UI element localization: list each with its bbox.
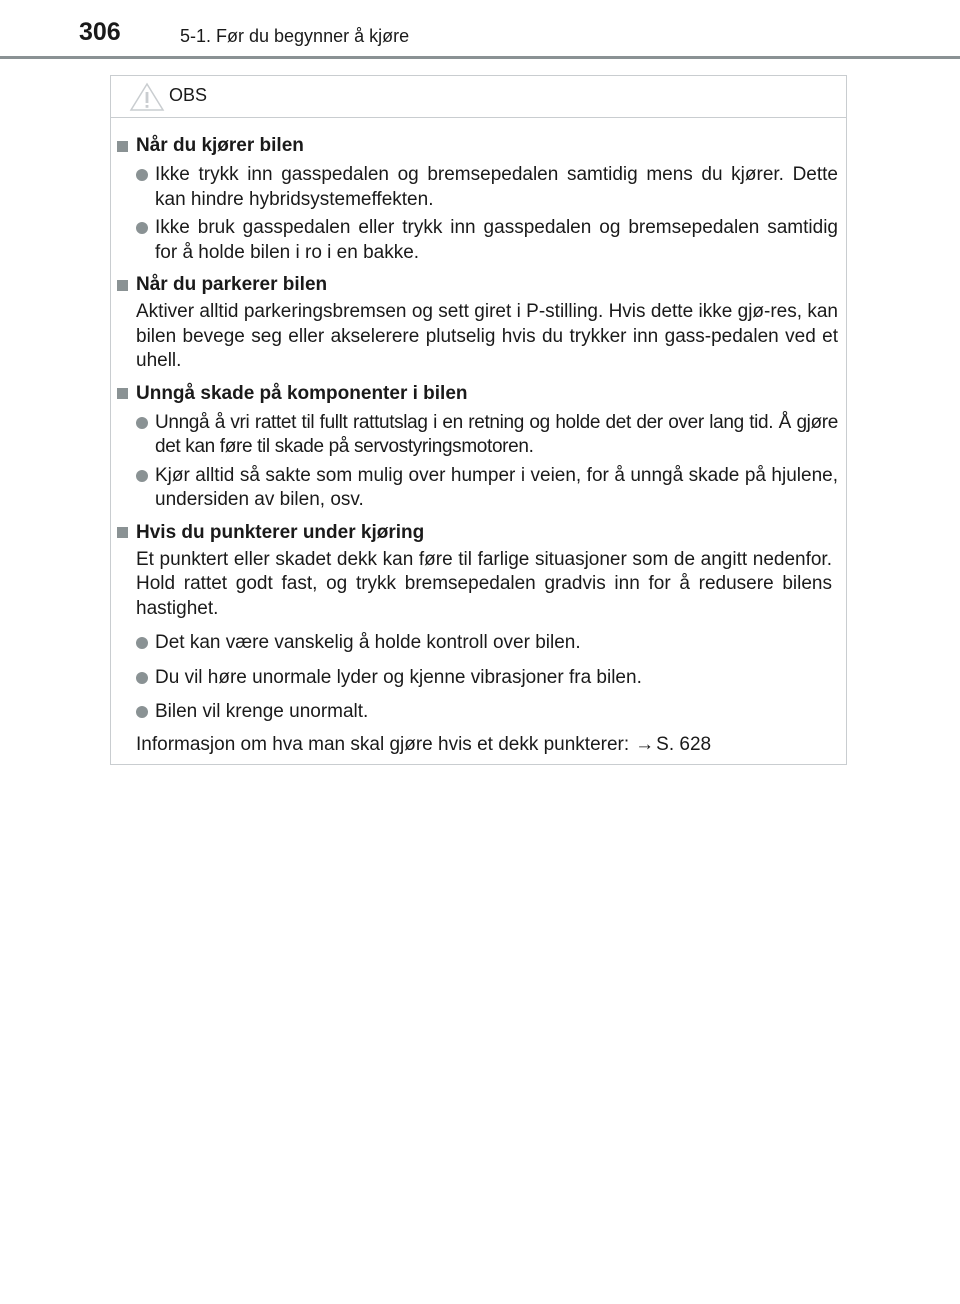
caution-box-body (111, 118, 846, 757)
caution-box-header (111, 76, 846, 118)
list-item-text: Ikke trykk inn gasspedalen og bremsepedalen samtidig mens du kjører. Dette kan hindre hybridsystemeffekten. (155, 164, 838, 210)
square-bullet-icon (117, 527, 128, 538)
arrow-right-icon: → (635, 733, 655, 755)
section-heading (117, 133, 838, 159)
section-title-text: Når du parkerer bilen (136, 274, 328, 295)
round-bullet-icon (136, 637, 148, 649)
list-item-text: Ikke bruk gasspedalen eller trykk inn gasspedalen og bremsepedalen samtidig for å holde bilen i ro i en bakke. (155, 217, 838, 263)
section-title: 5-1. Før du begynner å kjøre (180, 26, 410, 46)
list-item (136, 666, 838, 691)
round-bullet-icon (136, 169, 148, 181)
list-item (136, 464, 838, 513)
page-header (0, 0, 960, 60)
section-paragraph: Aktiver alltid parkeringsbremsen og sett giret i P-stilling. Hvis dette ikke gjø-res, kan bilen bevege seg eller akselerere plutselig hvis du trykker inn gass-pedalen ved et uhell. (136, 301, 838, 371)
caution-label: OBS (169, 85, 208, 105)
square-bullet-icon (117, 280, 128, 291)
page-reference-link[interactable]: S. 628 (656, 733, 712, 755)
warning-triangle-icon (129, 82, 165, 112)
section-parking (117, 272, 838, 374)
section-paragraph: Et punktert eller skadet dekk kan føre til farlige situasjoner som de angitt nedenfor. Hold rattet godt fast, og trykk bremsepedalen gradvis inn for å redusere bilens hastighet. (136, 548, 832, 619)
page-reference-line (136, 733, 838, 758)
list-item-text: Unngå å vri rattet til fullt rattutslag i en retning og holde det der over lang tid. Å gjøre det kan føre til skade på servostyringsmotoren. (155, 411, 838, 457)
list-item (136, 216, 838, 265)
list-item-text: Bilen vil krenge unormalt. (155, 701, 369, 722)
round-bullet-icon (136, 470, 148, 482)
section-driving (117, 133, 838, 265)
list-item (136, 700, 838, 725)
caution-box (110, 75, 847, 765)
list-item-text: Det kan være vanskelig å holde kontroll over bilen. (155, 632, 581, 653)
section-heading (117, 272, 838, 298)
page-number: 306 (79, 18, 121, 46)
list-item (136, 411, 838, 460)
section-heading (117, 520, 838, 546)
square-bullet-icon (117, 388, 128, 399)
list-item (136, 163, 838, 212)
section-heading (117, 381, 838, 407)
section-title-text: Unngå skade på komponenter i bilen (136, 382, 468, 404)
round-bullet-icon (136, 672, 148, 684)
section-title-text: Hvis du punkterer under kjøring (136, 521, 425, 543)
list-item-text: Kjør alltid så sakte som mulig over humper i veien, for å unngå skade på hjulene, undersiden av bilen, osv. (155, 464, 838, 510)
list-item-text: Du vil høre unormale lyder og kjenne vibrasjoner fra bilen. (155, 666, 642, 688)
section-title-text: Når du kjører bilen (136, 135, 304, 156)
round-bullet-icon (136, 417, 148, 429)
square-bullet-icon (117, 141, 128, 152)
section-components (117, 381, 838, 513)
list-item (136, 631, 838, 656)
round-bullet-icon (136, 222, 148, 234)
header-rule (0, 56, 960, 59)
section-puncture (117, 520, 838, 758)
reference-text: Informasjon om hva man skal gjøre hvis et dekk punkterer: (136, 733, 630, 755)
round-bullet-icon (136, 706, 148, 718)
